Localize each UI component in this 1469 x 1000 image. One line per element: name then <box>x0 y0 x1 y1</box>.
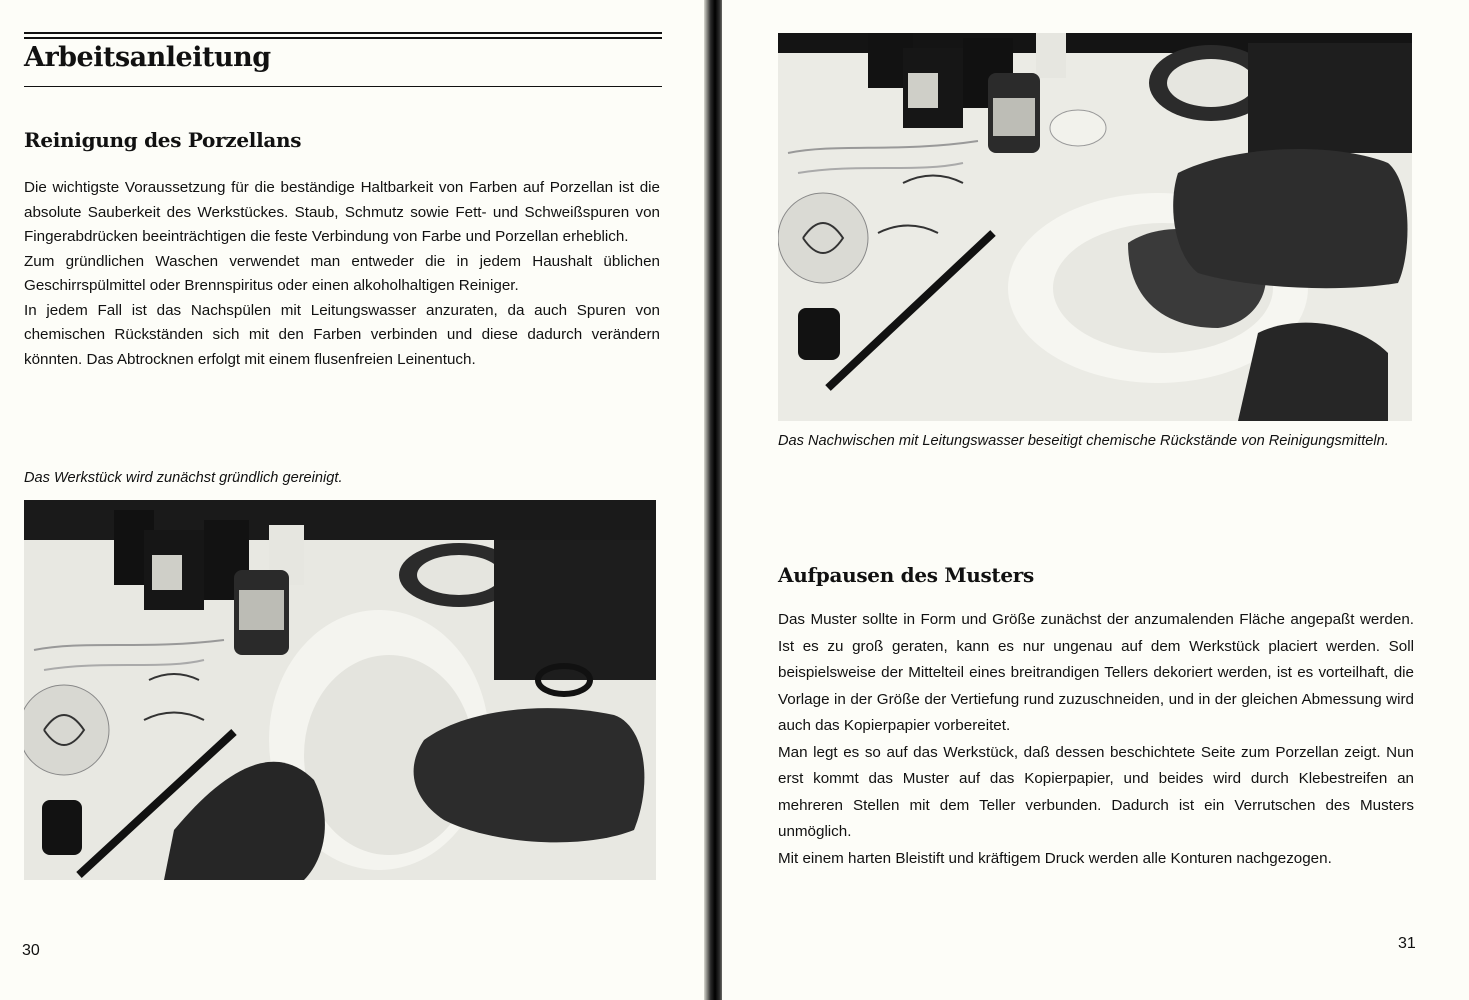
paragraph: Man legt es so auf das Werkstück, daß dessen beschichtete Seite zum Porzellan zeigt. Nun erst kommt das Muster auf das Kopierpapier, und beides wird durch Klebestreifen an mehreren Stellen mit dem Teller verbunden. Dadurch ist ein Verrutschen des Musters unmöglich. <box>778 743 1414 840</box>
photo-caption-left: Das Werkstück wird zunächst gründlich gereinigt. <box>24 470 343 486</box>
page-number-right: 31 <box>1398 935 1416 952</box>
tracing-text <box>778 607 1414 872</box>
section-title-cleaning: Reinigung des Porzellans <box>24 128 302 152</box>
paragraph: Das Muster sollte in Form und Größe zunächst der anzumalenden Fläche angepaßt werden. Ist es zu groß geraten, kann es nur ungenau auf dem Werkstück placiert werden. Soll beispielsweise der Mittelteil eines breitrandigen Tellers dekoriert werden, ist es vorteilhaft, die Vorlage in der Größe der Vertiefung rund zuzuschneiden, und in der gleichen Abmessung wird auch das Kopierpapier vorbereitet. <box>778 611 1414 734</box>
photo-cleaning-plate <box>24 500 656 880</box>
paragraph: Mit einem harten Bleistift und kräftigem Druck werden alle Konturen nachgezogen. <box>778 849 1332 867</box>
chapter-title: Arbeitsanleitung <box>24 42 271 73</box>
photo-illustration <box>24 500 656 880</box>
cleaning-text <box>24 176 660 372</box>
photo-illustration <box>778 33 1412 421</box>
paragraph: Zum gründlichen Waschen verwendet man entweder die in jedem Haushalt üblichen Geschirrspülmittel oder Brennspiritus oder einen alkoholhaltigen Reiniger. <box>24 252 660 294</box>
paragraph: In jedem Fall ist das Nachspülen mit Leitungswasser anzuraten, da auch Spuren von chemischen Rückständen sich mit den Farben verbinden und diese dadurch verändern könnten. Das Abtrocknen erfolgt mit einem flusenfreien Leinentuch. <box>24 301 660 368</box>
section-title-tracing: Aufpausen des Musters <box>778 563 1034 587</box>
photo-caption-right: Das Nachwischen mit Leitungswasser beseitigt chemische Rückstände von Reinigungsmitteln. <box>778 433 1389 449</box>
photo-wiping-plate <box>778 33 1412 421</box>
page-number-left: 30 <box>22 942 40 959</box>
paragraph: Die wichtigste Voraussetzung für die beständige Haltbarkeit von Farben auf Porzellan ist die absolute Sauberkeit des Werkstückes. Staub, Schmutz sowie Fett- und Schweißspuren von Fingerabdrücken beeinträchtigen die feste Verbindung von Farbe und Porzellan erheblich. <box>24 179 660 245</box>
right-page <box>722 0 1469 1000</box>
title-underline <box>24 86 662 87</box>
left-page <box>0 0 712 1000</box>
top-rule-thin <box>24 37 662 39</box>
top-rule <box>24 32 662 34</box>
